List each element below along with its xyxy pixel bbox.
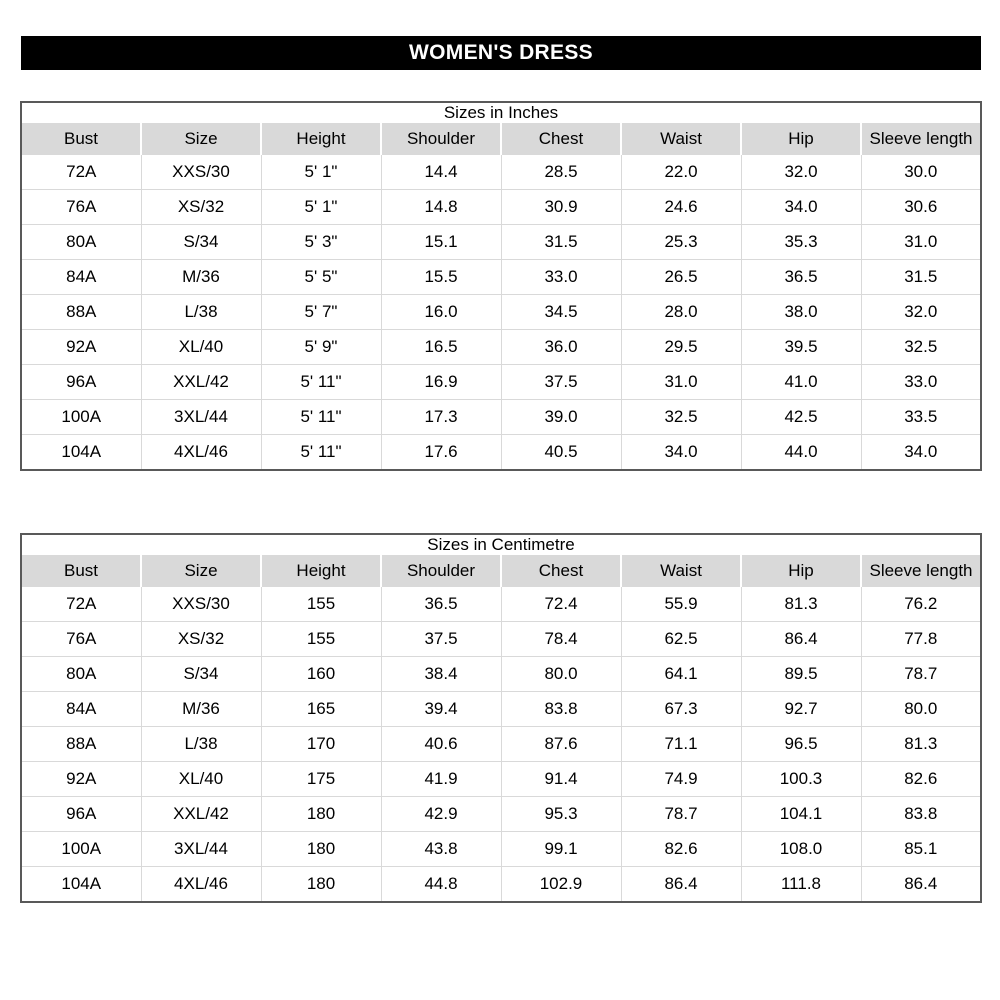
table-row bbox=[21, 727, 981, 762]
table-row bbox=[21, 867, 981, 903]
table-cell: 83.8 bbox=[501, 692, 621, 727]
table-cell: 37.5 bbox=[381, 622, 501, 657]
table-row bbox=[21, 225, 981, 260]
table-cell: 24.6 bbox=[621, 190, 741, 225]
header-cell: Shoulder bbox=[381, 123, 501, 155]
table-row bbox=[21, 692, 981, 727]
table-cell: 86.4 bbox=[621, 867, 741, 903]
table-cell: L/38 bbox=[141, 295, 261, 330]
table-cell: 4XL/46 bbox=[141, 435, 261, 471]
table-cell: 38.0 bbox=[741, 295, 861, 330]
table-cell: 5' 9" bbox=[261, 330, 381, 365]
table-cell: 180 bbox=[261, 832, 381, 867]
table-cell: 83.8 bbox=[861, 797, 981, 832]
table-cell: 38.4 bbox=[381, 657, 501, 692]
table-cell: 37.5 bbox=[501, 365, 621, 400]
table-cell: 100.3 bbox=[741, 762, 861, 797]
header-cell: Chest bbox=[501, 555, 621, 587]
table-cell: 100A bbox=[21, 400, 141, 435]
table-cell: 104A bbox=[21, 435, 141, 471]
table-cell: 32.0 bbox=[741, 155, 861, 190]
page-title: WOMEN'S DRESS bbox=[409, 41, 593, 64]
table-cell: 15.1 bbox=[381, 225, 501, 260]
table-cell: 4XL/46 bbox=[141, 867, 261, 903]
table-cell: 92A bbox=[21, 762, 141, 797]
table-cell: 31.5 bbox=[861, 260, 981, 295]
table-cell: 170 bbox=[261, 727, 381, 762]
table-cell: 5' 11" bbox=[261, 365, 381, 400]
header-cell: Waist bbox=[621, 555, 741, 587]
table-cell: 29.5 bbox=[621, 330, 741, 365]
table-cell: 39.5 bbox=[741, 330, 861, 365]
table-cell: 111.8 bbox=[741, 867, 861, 903]
table-cell: 17.6 bbox=[381, 435, 501, 471]
table-cell: 62.5 bbox=[621, 622, 741, 657]
table-row bbox=[21, 400, 981, 435]
table-cell: 71.1 bbox=[621, 727, 741, 762]
table-cell: 92.7 bbox=[741, 692, 861, 727]
table-cell: 26.5 bbox=[621, 260, 741, 295]
table-cell: 88A bbox=[21, 295, 141, 330]
table-cell: 104.1 bbox=[741, 797, 861, 832]
table-cell: 31.5 bbox=[501, 225, 621, 260]
table-cell: 82.6 bbox=[861, 762, 981, 797]
header-cell: Size bbox=[141, 123, 261, 155]
table-title: Sizes in Inches bbox=[443, 103, 559, 122]
table-cell: 36.0 bbox=[501, 330, 621, 365]
table-cell: 175 bbox=[261, 762, 381, 797]
header-cell: Hip bbox=[741, 555, 861, 587]
table-row bbox=[21, 832, 981, 867]
table-cell: L/38 bbox=[141, 727, 261, 762]
header-cell: Shoulder bbox=[381, 555, 501, 587]
table-cell: XXL/42 bbox=[141, 797, 261, 832]
table-cell: 31.0 bbox=[861, 225, 981, 260]
table-cell: 32.5 bbox=[621, 400, 741, 435]
table-cell: 74.9 bbox=[621, 762, 741, 797]
table-row bbox=[21, 762, 981, 797]
table-cell: 33.0 bbox=[501, 260, 621, 295]
table-cell: 96A bbox=[21, 797, 141, 832]
size-table-inches bbox=[20, 101, 982, 471]
table-cell: S/34 bbox=[141, 657, 261, 692]
table-cell: 78.7 bbox=[621, 797, 741, 832]
table-cell: XXL/42 bbox=[141, 365, 261, 400]
table-cell: 16.0 bbox=[381, 295, 501, 330]
table-cell: 5' 5" bbox=[261, 260, 381, 295]
header-cell: Height bbox=[261, 123, 381, 155]
table-body bbox=[21, 587, 981, 903]
table-cell: 84A bbox=[21, 692, 141, 727]
table-cell: 5' 1" bbox=[261, 190, 381, 225]
table-cell: 39.4 bbox=[381, 692, 501, 727]
table-row bbox=[21, 587, 981, 622]
table-cell: 100A bbox=[21, 832, 141, 867]
table-cell: XL/40 bbox=[141, 330, 261, 365]
table-cell: 3XL/44 bbox=[141, 832, 261, 867]
table-cell: 76.2 bbox=[861, 587, 981, 622]
table-cell: 30.0 bbox=[861, 155, 981, 190]
table-header-row bbox=[21, 123, 981, 155]
table-cell: XS/32 bbox=[141, 622, 261, 657]
table-header-row bbox=[21, 555, 981, 587]
table-cell: M/36 bbox=[141, 692, 261, 727]
table-cell: 55.9 bbox=[621, 587, 741, 622]
table-cell: 72A bbox=[21, 155, 141, 190]
table-cell: 33.0 bbox=[861, 365, 981, 400]
table-cell: 165 bbox=[261, 692, 381, 727]
table-cell: 34.5 bbox=[501, 295, 621, 330]
table-cell: XL/40 bbox=[141, 762, 261, 797]
table-cell: 80A bbox=[21, 225, 141, 260]
table-cell: 40.6 bbox=[381, 727, 501, 762]
table-cell: M/36 bbox=[141, 260, 261, 295]
table-cell: 17.3 bbox=[381, 400, 501, 435]
table-cell: 28.5 bbox=[501, 155, 621, 190]
table-cell: 92A bbox=[21, 330, 141, 365]
table-cell: 72A bbox=[21, 587, 141, 622]
table-body bbox=[21, 155, 981, 471]
header-cell: Bust bbox=[21, 123, 141, 155]
table-cell: 16.5 bbox=[381, 330, 501, 365]
table-cell: 95.3 bbox=[501, 797, 621, 832]
table-cell: 160 bbox=[261, 657, 381, 692]
table-row bbox=[21, 295, 981, 330]
table-cell: 82.6 bbox=[621, 832, 741, 867]
header-cell: Height bbox=[261, 555, 381, 587]
table-cell: XS/32 bbox=[141, 190, 261, 225]
table-cell: 96A bbox=[21, 365, 141, 400]
table-cell: 86.4 bbox=[741, 622, 861, 657]
table-cell: XXS/30 bbox=[141, 587, 261, 622]
table-cell: 36.5 bbox=[381, 587, 501, 622]
table-cell: S/34 bbox=[141, 225, 261, 260]
table-cell: 89.5 bbox=[741, 657, 861, 692]
header-cell: Sleeve length bbox=[861, 123, 981, 155]
header-cell: Sleeve length bbox=[861, 555, 981, 587]
table-cell: 42.5 bbox=[741, 400, 861, 435]
table-cell: 86.4 bbox=[861, 867, 981, 903]
header-cell: Hip bbox=[741, 123, 861, 155]
table-cell: 30.9 bbox=[501, 190, 621, 225]
table-cell: 44.0 bbox=[741, 435, 861, 471]
table-cell: 15.5 bbox=[381, 260, 501, 295]
table-cell: 85.1 bbox=[861, 832, 981, 867]
table-row bbox=[21, 622, 981, 657]
table-cell: 77.8 bbox=[861, 622, 981, 657]
table-cell: 5' 1" bbox=[261, 155, 381, 190]
table-cell: 72.4 bbox=[501, 587, 621, 622]
table-cell: 32.5 bbox=[861, 330, 981, 365]
table-cell: 180 bbox=[261, 867, 381, 903]
table-cell: 34.0 bbox=[621, 435, 741, 471]
table-cell: 84A bbox=[21, 260, 141, 295]
table-cell: 22.0 bbox=[621, 155, 741, 190]
table-cell: 64.1 bbox=[621, 657, 741, 692]
table-row bbox=[21, 155, 981, 190]
table-row bbox=[21, 260, 981, 295]
table-row bbox=[21, 190, 981, 225]
table-cell: 76A bbox=[21, 622, 141, 657]
table-cell: 5' 11" bbox=[261, 400, 381, 435]
table-cell: 39.0 bbox=[501, 400, 621, 435]
table-cell: 35.3 bbox=[741, 225, 861, 260]
table-cell: 96.5 bbox=[741, 727, 861, 762]
table-cell: 81.3 bbox=[861, 727, 981, 762]
table-cell: XXS/30 bbox=[141, 155, 261, 190]
table-cell: 44.8 bbox=[381, 867, 501, 903]
table-cell: 108.0 bbox=[741, 832, 861, 867]
header-cell: Waist bbox=[621, 123, 741, 155]
table-cell: 41.9 bbox=[381, 762, 501, 797]
table-cell: 34.0 bbox=[741, 190, 861, 225]
table-cell: 33.5 bbox=[861, 400, 981, 435]
table-cell: 87.6 bbox=[501, 727, 621, 762]
table-title-row bbox=[21, 102, 981, 123]
table-cell: 91.4 bbox=[501, 762, 621, 797]
table-cell: 104A bbox=[21, 867, 141, 903]
table-cell: 14.8 bbox=[381, 190, 501, 225]
table-cell: 16.9 bbox=[381, 365, 501, 400]
table-row bbox=[21, 365, 981, 400]
table-cell: 43.8 bbox=[381, 832, 501, 867]
table-row bbox=[21, 330, 981, 365]
table-cell: 14.4 bbox=[381, 155, 501, 190]
table-cell: 180 bbox=[261, 797, 381, 832]
table-cell: 78.7 bbox=[861, 657, 981, 692]
table-cell: 41.0 bbox=[741, 365, 861, 400]
table-cell: 40.5 bbox=[501, 435, 621, 471]
table-cell: 36.5 bbox=[741, 260, 861, 295]
table-cell: 5' 3" bbox=[261, 225, 381, 260]
table-cell: 42.9 bbox=[381, 797, 501, 832]
table-cell: 78.4 bbox=[501, 622, 621, 657]
table-cell: 28.0 bbox=[621, 295, 741, 330]
table-cell: 32.0 bbox=[861, 295, 981, 330]
table-row bbox=[21, 797, 981, 832]
table-row bbox=[21, 435, 981, 471]
table-cell: 80.0 bbox=[501, 657, 621, 692]
table-cell: 30.6 bbox=[861, 190, 981, 225]
table-cell: 34.0 bbox=[861, 435, 981, 471]
table-cell: 31.0 bbox=[621, 365, 741, 400]
header-cell: Bust bbox=[21, 555, 141, 587]
table-cell: 88A bbox=[21, 727, 141, 762]
table-title-row bbox=[21, 534, 981, 555]
table-cell: 81.3 bbox=[741, 587, 861, 622]
table-cell: 102.9 bbox=[501, 867, 621, 903]
table-cell: 5' 7" bbox=[261, 295, 381, 330]
table-cell: 80.0 bbox=[861, 692, 981, 727]
table-cell: 99.1 bbox=[501, 832, 621, 867]
table-row bbox=[21, 657, 981, 692]
table-cell: 155 bbox=[261, 622, 381, 657]
table-cell: 155 bbox=[261, 587, 381, 622]
header-cell: Size bbox=[141, 555, 261, 587]
size-table-centimetre bbox=[20, 533, 982, 903]
table-cell: 76A bbox=[21, 190, 141, 225]
page-title-bar bbox=[21, 36, 981, 70]
table-cell: 67.3 bbox=[621, 692, 741, 727]
table-cell: 25.3 bbox=[621, 225, 741, 260]
table-title: Sizes in Centimetre bbox=[427, 535, 575, 554]
table-cell: 80A bbox=[21, 657, 141, 692]
table-cell: 5' 11" bbox=[261, 435, 381, 471]
table-cell: 3XL/44 bbox=[141, 400, 261, 435]
header-cell: Chest bbox=[501, 123, 621, 155]
